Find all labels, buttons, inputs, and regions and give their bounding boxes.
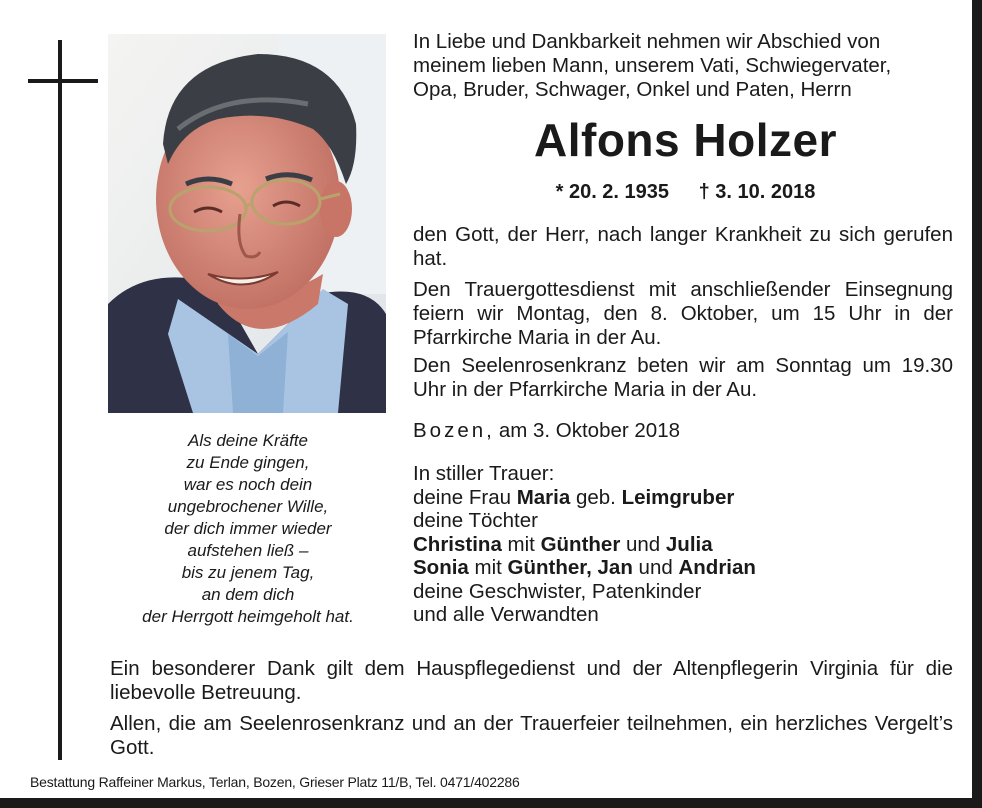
- intro-line: In Liebe und Dankbarkeit nehmen wir Abschied von: [413, 30, 881, 53]
- thanks-paragraph-attendees: Allen, die am Seelenrosenkranz und an der Trauerfeier teilnehmen, ein herzliches Vergelt’s Gott.: [110, 712, 953, 759]
- mourner-name: Julia: [665, 532, 713, 556]
- mourner-line: [413, 533, 958, 557]
- mourners-heading: In stiller Trauer:: [413, 462, 555, 485]
- mourner-line: und alle Verwandten: [413, 603, 599, 626]
- intro-text: [413, 30, 958, 102]
- poem-line: aufstehen ließ –: [187, 541, 309, 560]
- poem-line: bis zu jenem Tag,: [181, 563, 315, 582]
- mourner-text: und: [620, 532, 666, 556]
- mourner-name: Leimgruber: [621, 485, 735, 509]
- mourner-name: Christina: [413, 532, 502, 556]
- mourner-line: [413, 486, 958, 510]
- service-paragraph: Den Trauergottesdienst mit anschließender Einsegnung feiern wir Montag, den 8. Oktober, um 15 Uhr in der Pfarrkirche Maria in der Au.: [413, 278, 953, 349]
- mourner-line: [413, 556, 958, 580]
- mourner-name: Günther: [540, 532, 621, 556]
- portrait-photo: [108, 34, 386, 413]
- birth-date: * 20. 2. 1935: [555, 181, 670, 203]
- mourner-name: Sonia: [413, 556, 469, 579]
- cross-horizontal-bar: [28, 79, 98, 83]
- poem-line: an dem dich: [201, 585, 295, 604]
- cross-vertical-bar: [58, 40, 62, 760]
- mourner-text: mit: [501, 532, 541, 556]
- poem-line: der dich immer wieder: [164, 519, 332, 538]
- mourners-list: [413, 462, 958, 627]
- deceased-name: Alfons Holzer: [534, 114, 837, 166]
- poem-line: ungebrochener Wille,: [167, 497, 329, 516]
- mourner-text: und: [632, 556, 679, 579]
- funeral-home-footer: Bestattung Raffeiner Markus, Terlan, Bozen, Grieser Platz 11/B, Tel. 0471/402286: [30, 774, 520, 790]
- poem-line: zu Ende gingen,: [186, 453, 310, 472]
- mourner-text: geb.: [570, 485, 622, 509]
- poem-line: war es noch dein: [183, 475, 313, 494]
- mourner-line: deine Töchter: [413, 509, 538, 532]
- thanks-paragraph-care: Ein besonderer Dank gilt dem Hauspflegedienst und der Altenpflegerin Virginia für die liebevolle Betreuung.: [110, 657, 953, 704]
- mourner-name: Maria: [516, 485, 571, 509]
- mourner-text: deine Frau: [413, 485, 517, 509]
- death-date: † 3. 10. 2018: [698, 181, 816, 203]
- date: am 3. Oktober 2018: [498, 419, 681, 442]
- intro-line: meinem lieben Mann, unserem Vati, Schwiegervater,: [413, 54, 892, 77]
- rosary-paragraph: Den Seelenrosenkranz beten wir am Sonntag um 19.30 Uhr in der Pfarrkirche Maria in der Au.: [413, 354, 953, 401]
- memorial-poem: [110, 430, 386, 628]
- death-paragraph: den Gott, der Herr, nach langer Krankheit zu sich gerufen hat.: [413, 223, 953, 270]
- place: Bozen,: [413, 419, 495, 442]
- mourner-name: Andrian: [678, 556, 756, 579]
- intro-line: Opa, Bruder, Schwager, Onkel und Paten, Herrn: [413, 78, 852, 101]
- mourner-text: mit: [468, 556, 508, 579]
- poem-line: der Herrgott heimgeholt hat.: [142, 607, 354, 626]
- mourner-line: deine Geschwister, Patenkinder: [413, 579, 702, 603]
- mourner-name: Günther, Jan: [507, 556, 633, 579]
- place-and-date: [413, 419, 680, 443]
- poem-line: Als deine Kräfte: [187, 431, 308, 450]
- life-dates: [413, 177, 958, 207]
